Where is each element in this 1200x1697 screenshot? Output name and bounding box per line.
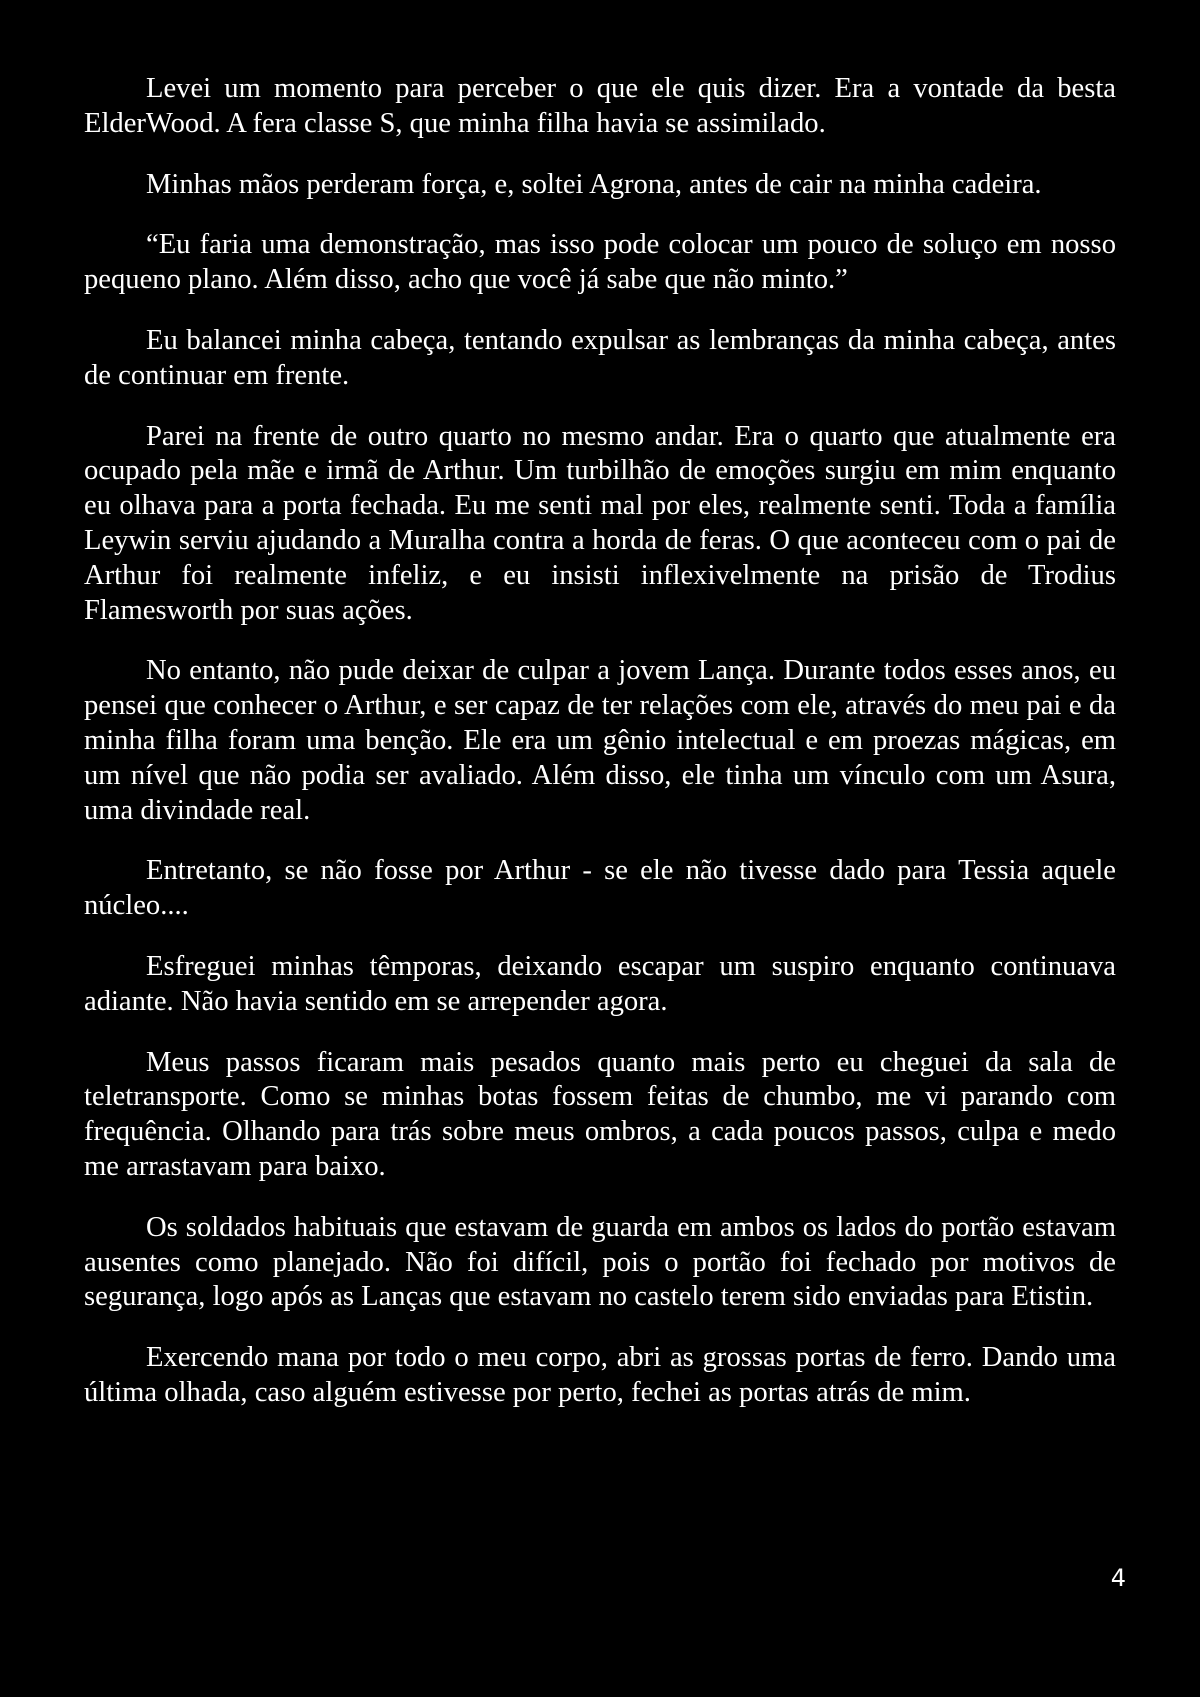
paragraph-3: “Eu faria uma demonstração, mas isso pode colocar um pouco de soluço em nosso pequeno plano. Além disso, acho que você já sabe que não minto.” <box>84 229 1116 296</box>
page-number: 4 <box>1110 1564 1126 1592</box>
body-text <box>84 72 1116 1437</box>
paragraph-11: Exercendo mana por todo o meu corpo, abri as grossas portas de ferro. Dando uma última olhada, caso alguém estivesse por perto, fechei as portas atrás de mim. <box>84 1342 1116 1408</box>
paragraph-9: Meus passos ficaram mais pesados quanto mais perto eu cheguei da sala de teletransporte. Como se minhas botas fossem feitas de chumbo, me vi parando com frequência. Olhando para trás sobre meus ombros, a cada poucos passos, culpa e medo me arrastavam para baixo. <box>84 1046 1116 1182</box>
paragraph-6: No entanto, não pude deixar de culpar a jovem Lança. Durante todos esses anos, eu pensei que conhecer o Arthur, e ser capaz de ter relações com ele, através do meu pai e da minha filha foram uma benção. Ele era um gênio intelectual e em proezas mágicas, em um nível que não podia ser avaliado. Além disso, ele tinha um vínculo com um Asura, uma divindade real. <box>84 655 1116 826</box>
paragraph-10: Os soldados habituais que estavam de guarda em ambos os lados do portão estavam ausentes como planejado. Não foi difícil, pois o portão foi fechado por motivos de segurança, logo após as Lanças que estavam no castelo terem sido enviadas para Etistin. <box>84 1211 1116 1313</box>
paragraph-2: Minhas mãos perderam força, e, soltei Agrona, antes de cair na minha cadeira. <box>146 168 1042 200</box>
paragraph-5: Parei na frente de outro quarto no mesmo andar. Era o quarto que atualmente era ocupado pela mãe e irmã de Arthur. Um turbilhão de emoções surgiu em mim enquanto eu olhava para a porta fechada. Eu me senti mal por eles, realmente senti. Toda a família Leywin serviu ajudando a Muralha contra a horda de feras. O que aconteceu com o pai de Arthur foi realmente infeliz, e eu insisti inflexivelmente na prisão de Trodius Flamesworth por suas ações. <box>84 420 1116 626</box>
paragraph-1: Levei um momento para perceber o que ele quis dizer. Era a vontade da besta ElderWood. A fera classe S, que minha filha havia se assimilado. <box>84 73 1116 139</box>
paragraph-4: Eu balancei minha cabeça, tentando expulsar as lembranças da minha cabeça, antes de continuar em frente. <box>84 324 1116 391</box>
paragraph-7: Entretanto, se não fosse por Arthur - se ele não tivesse dado para Tessia aquele núcleo.... <box>84 855 1116 922</box>
paragraph-8: Esfreguei minhas têmporas, deixando escapar um suspiro enquanto continuava adiante. Não havia sentido em se arrepender agora. <box>84 950 1116 1017</box>
